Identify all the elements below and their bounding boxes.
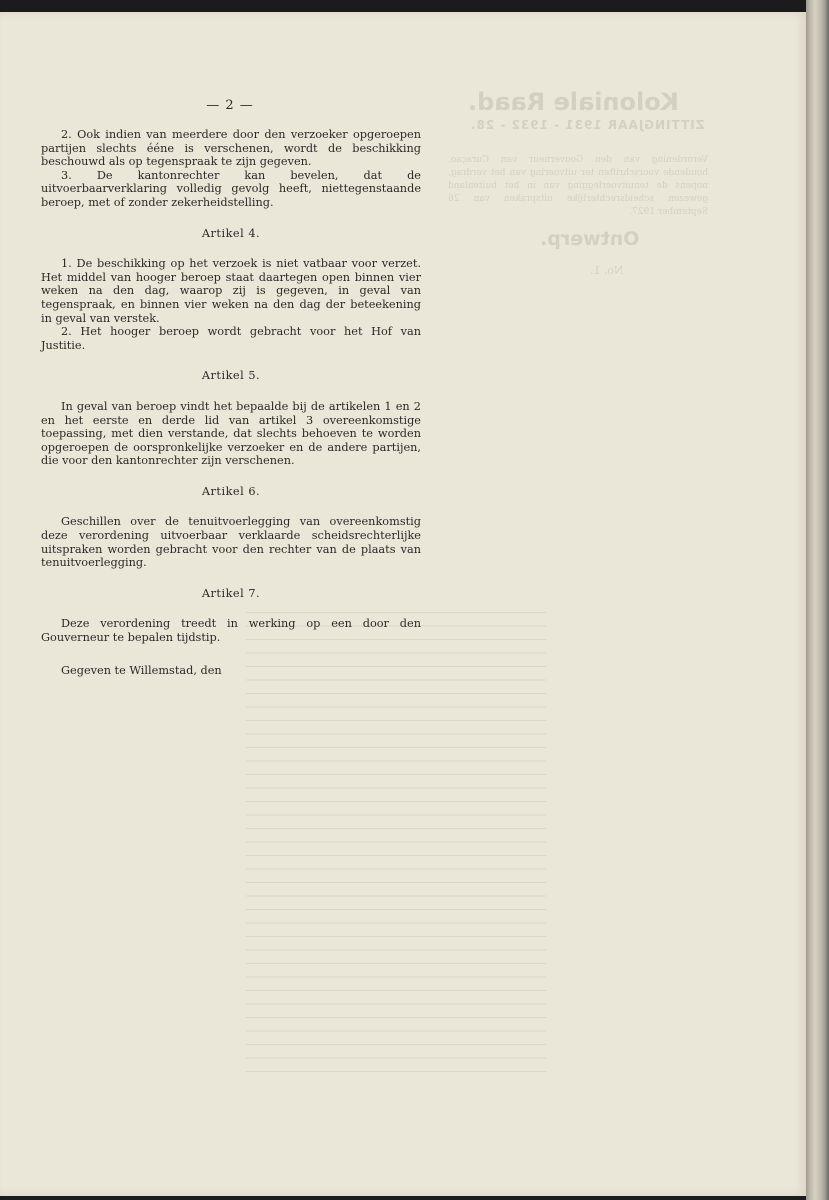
paragraph: 1. De beschikking op het verzoek is niet vatbaar voor verzet. Het middel van hooger beroep staat daartegen open binnen vier weken na den dag, waarop zij is gegeven, in geval van tegenspraak, en binnen vier weken na den dag der beteekening in geval van verstek. bbox=[41, 257, 421, 325]
show-through-description: Verordening van den Gouverneur van Curaçao, houdende voorschriften ter uitvoering van het verdrag, nopens de tenuitvoerlegging van in het buitenland gewezen scheidsrechterlijke uitspraken van 26 September 1927. bbox=[448, 155, 708, 217]
scan-border bbox=[0, 0, 829, 12]
document-page bbox=[0, 12, 808, 1196]
paragraph: Geschillen over de tenuitvoerlegging van overeenkomstig deze verordening uitvoerbaar verklaarde scheidsrechterlijke uitspraken worden gebracht voor den rechter van de plaats van tenuitvoerlegging. bbox=[41, 515, 421, 570]
paragraph: 2. Het hooger beroep wordt gebracht voor het Hof van Justitie. bbox=[41, 325, 421, 352]
document-body bbox=[41, 128, 421, 689]
paragraph: 2. Ook indien van meerdere door den verzoeker opgeroepen partijen slechts ééne is verschenen, wordt de beschikking beschouwd als op tegenspraak te zijn gegeven. bbox=[41, 128, 421, 169]
show-through-ontwerp: Ontwerp. bbox=[540, 228, 640, 250]
paragraph: In geval van beroep vindt het bepaalde bij de artikelen 1 en 2 en het eerste en derde lid van artikel 3 overeenkomstige toepassing, met dien verstande, dat slechts behoeven te worden opgeroepen de oorspronkelijke verzoeker en de andere partijen, die voor den kantonrechter zijn verschenen. bbox=[41, 399, 421, 468]
article-heading: Artikel 7. bbox=[201, 586, 261, 600]
article-heading: Artikel 5. bbox=[201, 369, 261, 383]
paragraph: Deze verordening treedt in werking op een door den Gouverneur te bepalen tijdstip. bbox=[41, 617, 421, 645]
show-through-title: Koloniale Raad. bbox=[468, 88, 679, 116]
article-heading: Artikel 4. bbox=[201, 226, 261, 240]
article-heading: Artikel 6. bbox=[201, 484, 261, 498]
binding-edge bbox=[806, 0, 829, 1200]
closing-line: Gegeven te Willemstad, den bbox=[61, 663, 222, 677]
paragraph: 3. De kantonrechter kan bevelen, dat de uitvoerbaarverklaring volledig gevolg heeft, niettegenstaande beroep, met of zonder zekerheidstelling. bbox=[41, 168, 421, 209]
page-number: — 2 — bbox=[206, 98, 254, 113]
show-through-subtitle: ZITTINGJAAR 1931 - 1932 - 28. bbox=[470, 118, 705, 132]
show-through-number: No. 1. bbox=[590, 264, 624, 277]
